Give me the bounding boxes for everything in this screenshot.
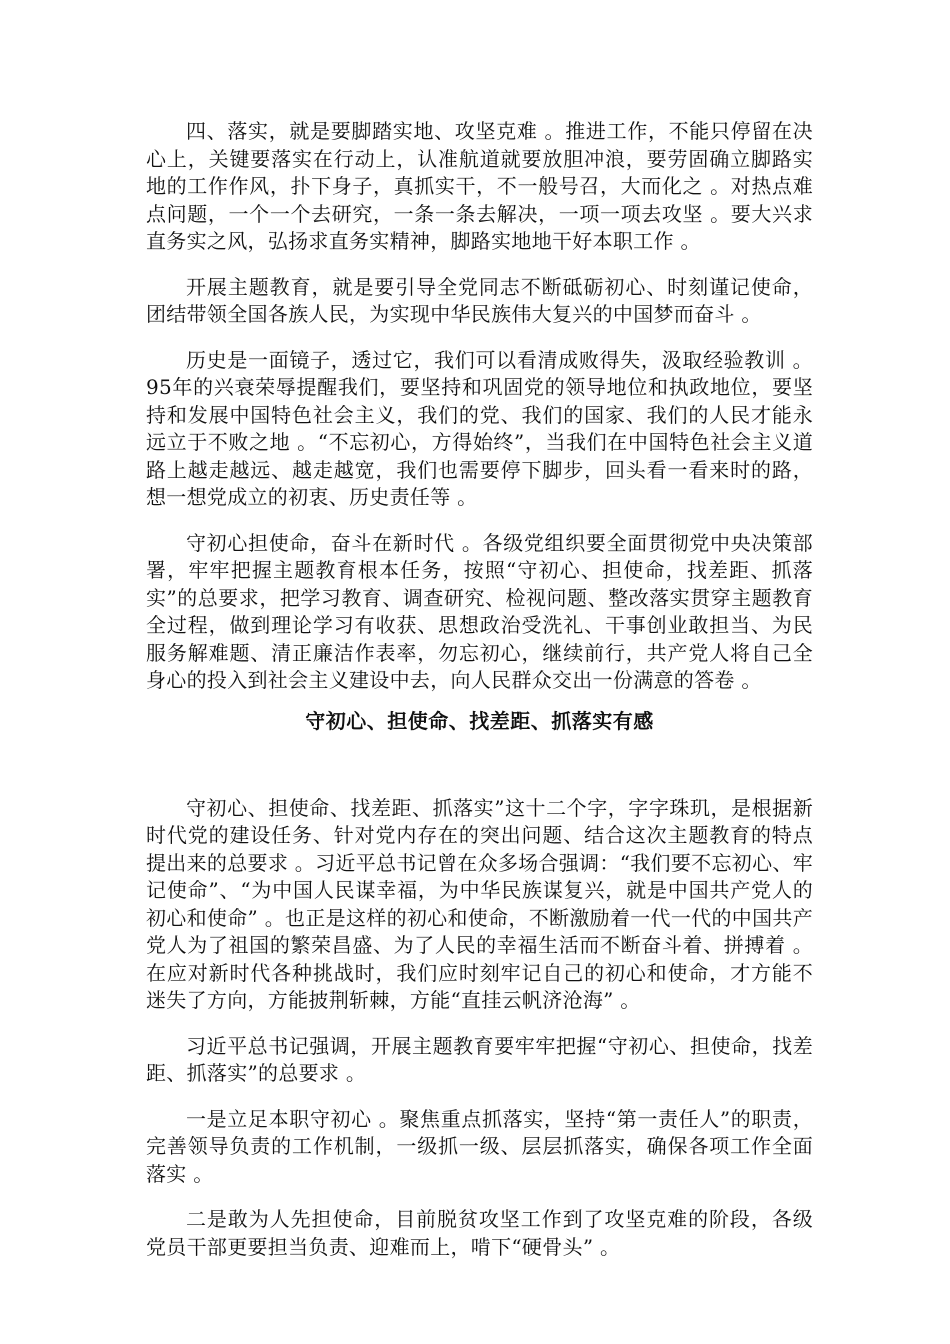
paragraph-implementation: 四、落实，就是要脚踏实地、攻坚克难 。推进工作，不能只停留在决心上，关键要落实在行动上，认准航道就要放胆冲浪，要劳固确立脚路实地的工作作风，扑下身子，真抓实干，不一般号召，大而化之 。对热点难点问题，一个一个去研究，一条一条去解决，一项一项去攻坚 。要大兴求直务实之风，弘扬求直务实精神，脚路实地地干好本职工作 。	[146, 119, 813, 253]
paragraph-point-one: 一是立足本职守初心 。聚焦重点抓落实，坚持“第一责任人”的职责，完善领导负责的工作机制，一级抓一级、层层抓落实，确保各项工作全面落实 。	[146, 1106, 813, 1186]
document-body	[146, 118, 813, 1279]
paragraph-new-era: 守初心担使命，奋斗在新时代 。各级党组织要全面贯彻党中央决策部署，牢牢把握主题教育根本任务，按照“守初心、担使命，找差距、抓落实”的总要求，把学习教育、调查研究、检视问题、整改落实贯穿主题教育全过程，做到理论学习有收获、思想政治受洗礼、干事创业敢担当、为民服务解难题、清正廉洁作表率，勿忘初心，继续前行，共产党人将自己全身心的投入到社会主义建设中去，向人民群众交出一份满意的答卷 。	[146, 530, 813, 692]
paragraph-point-two: 二是敢为人先担使命，目前脱贫攻坚工作到了攻坚克难的阶段，各级党员干部更要担当负责、迎难而上，啃下“硬骨头” 。	[146, 1207, 813, 1259]
paragraph-general-requirement: 习近平总书记强调，开展主题教育要牢牢把握“守初心、担使命，找差距、抓落实”的总要求 。	[146, 1033, 813, 1085]
section-heading: 守初心、担使命、找差距、抓落实有感	[305, 708, 654, 733]
paragraph-history-mirror: 历史是一面镜子，透过它，我们可以看清成败得失，汲取经验教训 。95年的兴衰荣辱提醒我们，要坚持和巩固党的领导地位和执政地位，要坚持和发展中国特色社会主义，我们的党、我们的国家、我们的人民才能永远立于不败之地 。“不忘初心，方得始终”，当我们在中国特色社会主义道路上越走越远、越走越宽，我们也需要停下脚步，回头看一看来时的路，想一想党成立的初衷、历史责任等 。	[146, 347, 813, 509]
paragraph-twelve-characters: 守初心、担使命、找差距、抓落实”这十二个字，字字珠玑，是根据新时代党的建设任务、针对党内存在的突出问题、结合这次主题教育的特点提出来的总要求 。习近平总书记曾在众多场合强调：“我们要不忘初心、牢记使命”、“为中国人民谋幸福，为中华民族谋复兴，就是中国共产党人的初心和使命” 。也正是这样的初心和使命，不断激励着一代一代的中国共产党人为了祖国的繁荣昌盛、为了人民的幸福生活而不断奋斗着、拼搏着 。在应对新时代各种挑战时，我们应时刻牢记自己的初心和使命，才方能不迷失了方向，方能披荆斩棘，方能“直挂云帆济沧海” 。	[146, 795, 813, 1012]
paragraph-theme-education: 开展主题教育，就是要引导全党同志不断砥砺初心、时刻谨记使命，团结带领全国各族人民，为实现中华民族伟大复兴的中国梦而奋斗 。	[146, 274, 813, 326]
